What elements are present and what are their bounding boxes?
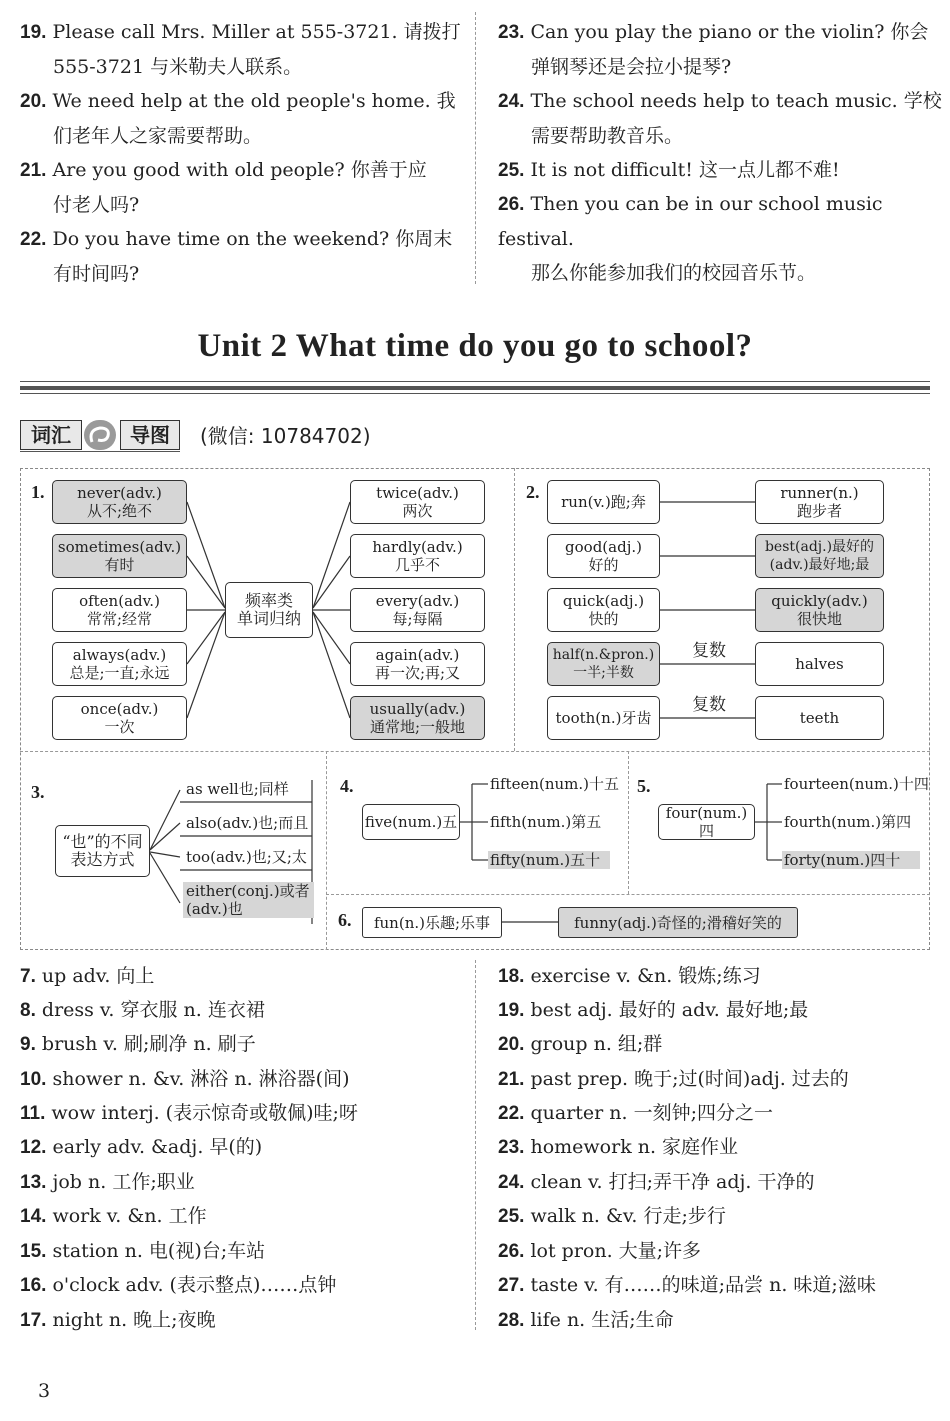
word-number: 12. (20, 1137, 47, 1158)
word-en: always(adv.) (72, 646, 167, 664)
word-line2: (adv.)最好地;最 (769, 557, 870, 573)
word-text: quarter n. 一刻钟;四分之一 (530, 1102, 773, 1124)
word-en: twice(adv.) (376, 484, 459, 502)
sentence-line2: 弹钢琴还是会拉小提琴? (531, 56, 732, 78)
word-item-16 (20, 1268, 336, 1303)
also-item-also: also(adv.)也;而且 (186, 814, 309, 832)
word-number: 19. (498, 1000, 525, 1021)
sentence-line1: Do you have time on the weekend? 你周末 (52, 228, 453, 250)
derived-word-funny: funny(adj.)奇怪的;滑稽好笑的 (558, 907, 798, 938)
sentence-number: 22. (20, 229, 47, 250)
word-text: wow interj. (表示惊奇或敬佩)哇;呀 (51, 1102, 358, 1124)
center-line2: 表达方式 (70, 850, 135, 869)
word-item-15 (20, 1234, 265, 1269)
word-line1: best(adj.)最好的 (764, 539, 875, 555)
word-zh: 有时 (104, 556, 135, 574)
sentence-line1: Are you good with old people? 你善于应 (52, 159, 427, 181)
word-en: usually(adv.) (369, 700, 466, 718)
word-number: 11. (20, 1103, 46, 1124)
freq-word-never (52, 480, 187, 524)
section-number-4: 4. (340, 776, 354, 796)
word-item-18 (498, 959, 761, 994)
word-line1: quick(adj.) (562, 592, 645, 610)
word-line2: 跑步者 (796, 502, 842, 520)
word-item-13 (20, 1165, 195, 1200)
word-line1: halves (795, 655, 844, 673)
sentence-line1: The school needs help to teach music. 学校 (530, 90, 942, 112)
word-number: 8. (20, 1000, 36, 1021)
word-text: taste v. 有……的味道;品尝 n. 味道;滋味 (530, 1274, 876, 1296)
word-text: up adv. 向上 (41, 965, 155, 987)
word-number: 22. (498, 1103, 525, 1124)
word-text: brush v. 刷;刷净 n. 刷子 (41, 1033, 256, 1055)
number-word-fifteen: fifteen(num.)十五 (490, 775, 620, 793)
freq-word-always (52, 642, 187, 686)
word-item-27 (498, 1268, 876, 1303)
word-line1: teeth (799, 709, 840, 727)
word-number: 23. (498, 1137, 525, 1158)
word-en: sometimes(adv.) (57, 538, 182, 556)
also-item-as-well: as well也;同样 (186, 780, 289, 798)
base-word-good (547, 534, 660, 578)
word-line1: tooth(n.)牙齿 (555, 709, 652, 727)
base-word-fun: fun(n.)乐趣;乐事 (362, 907, 502, 938)
sentence-number: 21. (20, 160, 47, 181)
number-word-fifty: fifty(num.)五十 (488, 851, 610, 869)
sentence-line2: 付老人吗? (53, 194, 140, 216)
word-item-25 (498, 1199, 726, 1234)
word-item-19 (498, 993, 808, 1028)
center-line1: 频率类 (244, 591, 293, 610)
word-en: never(adv.) (77, 484, 162, 502)
sentence-line2: 那么你能参加我们的校园音乐节。 (531, 262, 817, 284)
word-number: 24. (498, 1172, 525, 1193)
either-line1: either(conj.)或者 (186, 882, 310, 900)
word-zh: 通常地;一般地 (369, 718, 466, 736)
derived-word-runner (755, 480, 884, 524)
sentence-number: 25. (498, 160, 525, 181)
base-word-tooth (547, 696, 660, 740)
sentence-line2: 555-3721 与米勒夫人联系。 (53, 56, 303, 78)
word-text: work v. &n. 工作 (52, 1205, 207, 1227)
word-zh: 总是;一直;永远 (69, 664, 170, 682)
word-line1: run(v.)跑;奔 (561, 493, 646, 511)
word-text: shower n. &v. 淋浴 n. 淋浴器(间) (52, 1068, 350, 1090)
sentence-line1: Can you play the piano or the violin? 你会 (530, 21, 929, 43)
freq-word-sometimes (52, 534, 187, 578)
number-word-fourteen: fourteen(num.)十四 (784, 775, 929, 793)
plural-label: 复数 (692, 641, 726, 661)
word-number: 26. (498, 1241, 525, 1262)
word-text: group n. 组;群 (530, 1033, 663, 1055)
word-item-10 (20, 1062, 350, 1097)
sentence-line1: Please call Mrs. Miller at 555-3721. 请拨打 (52, 21, 461, 43)
word-number: 10. (20, 1069, 47, 1090)
word-line1: good(adj.) (565, 538, 642, 556)
word-item-7 (20, 959, 154, 994)
number-word-fifth: fifth(num.)第五 (490, 813, 602, 831)
page-number: 3 (38, 1380, 51, 1402)
base-word-run (547, 480, 660, 524)
badge-part2: 导图 (120, 420, 180, 450)
either-line2: (adv.)也 (186, 900, 243, 918)
word-zh: 一次 (104, 718, 135, 736)
freq-word-twice (350, 480, 485, 524)
section-number-2: 2. (526, 482, 540, 502)
word-line2: 好的 (588, 556, 619, 574)
word-zh: 从不;绝不 (86, 502, 153, 520)
word-en: every(adv.) (375, 592, 460, 610)
word-en: once(adv.) (80, 700, 159, 718)
word-line2: 一半;半数 (573, 665, 634, 681)
word-item-8 (20, 993, 265, 1028)
word-en: again(adv.) (375, 646, 460, 664)
sentence-line1: It is not difficult! 这一点儿都不难! (530, 159, 840, 181)
word-number: 21. (498, 1069, 525, 1090)
wechat-contact: (微信: 10784702) (200, 424, 371, 448)
word-number: 14. (20, 1206, 47, 1227)
freq-word-once (52, 696, 187, 740)
word-item-23 (498, 1130, 738, 1165)
sentence-line2: 们老年人之家需要帮助。 (53, 125, 263, 147)
word-number: 20. (498, 1034, 525, 1055)
derived-word-quickly (755, 588, 884, 632)
word-item-9 (20, 1027, 256, 1062)
sentence-line1: We need help at the old people's home. 我 (52, 90, 456, 112)
sentence-number: 23. (498, 22, 525, 43)
plural-label: 复数 (692, 695, 726, 715)
unit-title: Unit 2 What time do you go to school? (197, 328, 753, 364)
sentence-number: 20. (20, 91, 47, 112)
word-item-17 (20, 1303, 216, 1338)
word-text: best adj. 最好的 adv. 最好地;最 (530, 999, 809, 1021)
number-word-fourth: fourth(num.)第四 (784, 813, 912, 831)
section-number-6: 6. (338, 910, 352, 930)
word-text: lot pron. 大量;许多 (530, 1240, 702, 1262)
word-item-12 (20, 1130, 262, 1165)
word-number: 25. (498, 1206, 525, 1227)
word-text: clean v. 打扫;弄干净 adj. 干净的 (530, 1171, 815, 1193)
word-item-21 (498, 1062, 849, 1097)
word-number: 9. (20, 1034, 36, 1055)
sentence-line2: 有时间吗? (53, 263, 140, 285)
word-item-26 (498, 1234, 701, 1269)
word-text: life n. 生活;生命 (530, 1309, 674, 1331)
word-number: 17. (20, 1310, 47, 1331)
word-line1: half(n.&pron.) (552, 647, 655, 663)
freq-word-hardly (350, 534, 485, 578)
section-number-3: 3. (31, 782, 45, 802)
word-number: 7. (20, 966, 36, 987)
sentence-line1: Then you can be in our school music festival. (498, 193, 883, 250)
freq-word-often (52, 588, 187, 632)
word-list-divider (475, 960, 476, 1330)
word-en: often(adv.) (79, 592, 160, 610)
word-en: hardly(adv.) (372, 538, 463, 556)
derived-word-best (755, 534, 884, 578)
word-item-28 (498, 1303, 674, 1338)
word-zh: 几乎不 (394, 556, 440, 574)
word-number: 15. (20, 1241, 47, 1262)
freq-word-again (350, 642, 485, 686)
word-text: station n. 电(视)台;车站 (52, 1240, 266, 1262)
badge-part1: 词汇 (20, 420, 82, 450)
word-number: 27. (498, 1275, 525, 1296)
word-number: 28. (498, 1310, 525, 1331)
section-number-5: 5. (637, 776, 651, 796)
word-item-20 (498, 1027, 662, 1062)
sentence-number: 19. (20, 22, 47, 43)
word-text: exercise v. &n. 锻炼;练习 (530, 965, 761, 987)
word-zh: 两次 (402, 502, 433, 520)
base-word-four: four(num.)四 (658, 804, 755, 840)
word-text: job n. 工作;职业 (52, 1171, 195, 1193)
center-line1: “也”的不同 (62, 832, 143, 851)
base-word-quick (547, 588, 660, 632)
base-word-five: five(num.)五 (362, 804, 460, 840)
freq-word-usually (350, 696, 485, 740)
center-line2: 单词归纳 (236, 609, 301, 628)
word-line2: 快的 (588, 610, 619, 628)
word-item-11 (20, 1096, 358, 1131)
word-line1: quickly(adv.) (771, 592, 868, 610)
word-text: early adv. &adj. 早(的) (52, 1136, 263, 1158)
also-center-node (55, 825, 150, 877)
word-item-22 (498, 1096, 773, 1131)
word-zh: 常常;经常 (86, 610, 153, 628)
word-item-14 (20, 1199, 207, 1234)
sentence-number: 26. (498, 194, 525, 215)
freq-word-every (350, 588, 485, 632)
word-text: o'clock adv. (表示整点)……点钟 (52, 1274, 337, 1296)
also-item-either (183, 882, 314, 918)
word-text: homework n. 家庭作业 (530, 1136, 739, 1158)
word-number: 16. (20, 1275, 47, 1296)
sentence-number: 24. (498, 91, 525, 112)
word-number: 18. (498, 966, 525, 987)
word-line2: 很快地 (796, 610, 842, 628)
sentence-line2: 需要帮助教音乐。 (531, 125, 684, 147)
derived-word-teeth (755, 696, 884, 740)
word-zh: 每;每隔 (392, 610, 443, 628)
also-item-too: too(adv.)也;又;太 (186, 848, 307, 866)
word-number: 13. (20, 1172, 47, 1193)
word-text: dress v. 穿衣服 n. 连衣裙 (41, 999, 265, 1021)
base-word-half (547, 642, 660, 686)
word-text: past prep. 晚于;过(时间)adj. 过去的 (530, 1068, 849, 1090)
freq-center-node (225, 582, 313, 638)
word-line1: runner(n.) (780, 484, 859, 502)
word-text: night n. 晚上;夜晚 (52, 1309, 216, 1331)
derived-word-halves (755, 642, 884, 686)
word-zh: 再一次;再;又 (374, 664, 461, 682)
section-number-1: 1. (31, 482, 45, 502)
number-word-forty: forty(num.)四十 (782, 851, 920, 869)
word-text: walk n. &v. 行走;步行 (530, 1205, 726, 1227)
word-item-24 (498, 1165, 815, 1200)
